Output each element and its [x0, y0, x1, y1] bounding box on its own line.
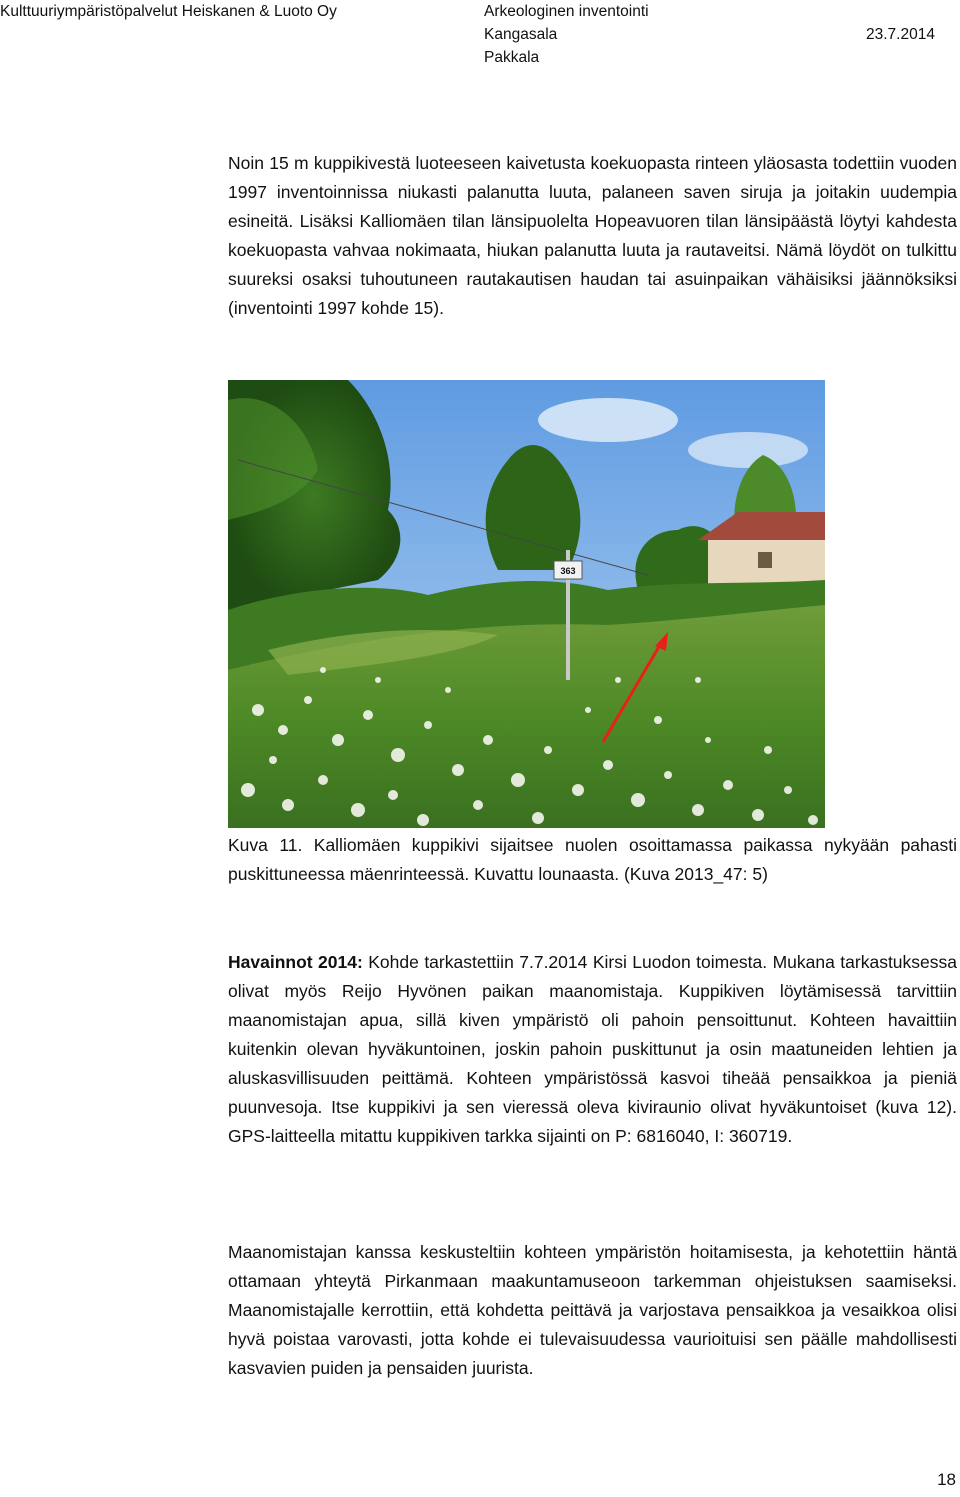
site-photo — [228, 380, 825, 828]
header-date: 23.7.2014 — [866, 26, 935, 43]
sign-label: 363 — [560, 566, 576, 576]
cloud — [538, 398, 678, 442]
house-window — [758, 552, 772, 568]
header-municipality: Kangasala — [484, 26, 558, 43]
cloud — [688, 432, 808, 468]
figure-caption — [228, 831, 957, 889]
intro-paragraph — [228, 149, 957, 323]
header-company: Kulttuuriympäristöpalvelut Heiskanen & Luoto Oy — [0, 3, 337, 20]
observations-paragraph — [228, 948, 957, 1151]
observations-body: Kohde tarkastettiin 7.7.2014 Kirsi Luodon toimesta. Mukana tarkastuksessa olivat myös Reijo Hyvönen paikan maanomistaja. Kuppikiven löytämisessä tarvittiin maanomistajan apua, sillä kiven ympäristö oli pahoin pensoittunut. Kohteen havaittiin kuitenkin olevan hyväkuntoinen, joskin pahoin puskittunut ja osin maatuneiden lehtien ja aluskasvillisuuden peittämä. Kohteen ympäristössä kasvoi tiheää pensaikkoa ja pieniä puunvesoja. Itse kuppikivi ja sen vieressä oleva kiviraunio olivat hyväkuntoiset (kuva 12). GPS-laitteella mitattu kuppikiven tarkka sijainti on P: 6816040, I: 360719. — [228, 952, 958, 1146]
page-number: 18 — [937, 1470, 956, 1489]
header-report-type: Arkeologinen inventointi — [484, 3, 649, 20]
closing-paragraph-text: Maanomistajan kanssa keskusteltiin kohteen ympäristön hoitamisesta, ja kehotettiin häntä ottamaan yhteytä Pirkanmaan maakuntamuseoon tarkemman ohjeistuksen saamiseksi. Maanomistajalle kerrottiin, että kohdetta peittävä ja varjostava pensaikkoa ja vesaikkoa olisi hyvä poistaa varovasti, jotta kohde ei tulevaisuudessa vaurioituisi sen päälle mahdollisesti kasvavien puiden ja pensaiden juurista. — [228, 1242, 957, 1378]
header-village: Pakkala — [484, 49, 540, 66]
intro-paragraph-text: Noin 15 m kuppikivestä luoteeseen kaivetusta koekuopasta rinteen yläosasta todettiin vuoden 1997 inventoinnissa niukasti palanutta luuta, palaneen saven siruja ja joitakin uudempia esineitä. Lisäksi Kalliomäen tilan länsipuolelta Hopeavuoren tilan länsipäästä löytyi kahdesta koekuopasta vahvaa nokimaata, hiukan palanutta luuta ja rautaveitsi. Nämä löydöt on tulkittu suureksi osaksi tuhoutuneen rautakautisen haudan tai asuinpaikan vähäisiksi jäännöksiksi (inventointi 1997 kohde 15). — [228, 153, 957, 318]
figure-caption-text: Kuva 11. Kalliomäen kuppikivi sijaitsee nuolen osoittamassa paikassa nykyään pahasti puskittuneessa mäenrinteessä. Kuvattu lounaasta. (Kuva 2013_47: 5) — [228, 835, 957, 884]
closing-paragraph — [228, 1238, 957, 1383]
observations-label: Havainnot 2014: — [228, 952, 363, 972]
observations-text — [228, 948, 957, 1151]
